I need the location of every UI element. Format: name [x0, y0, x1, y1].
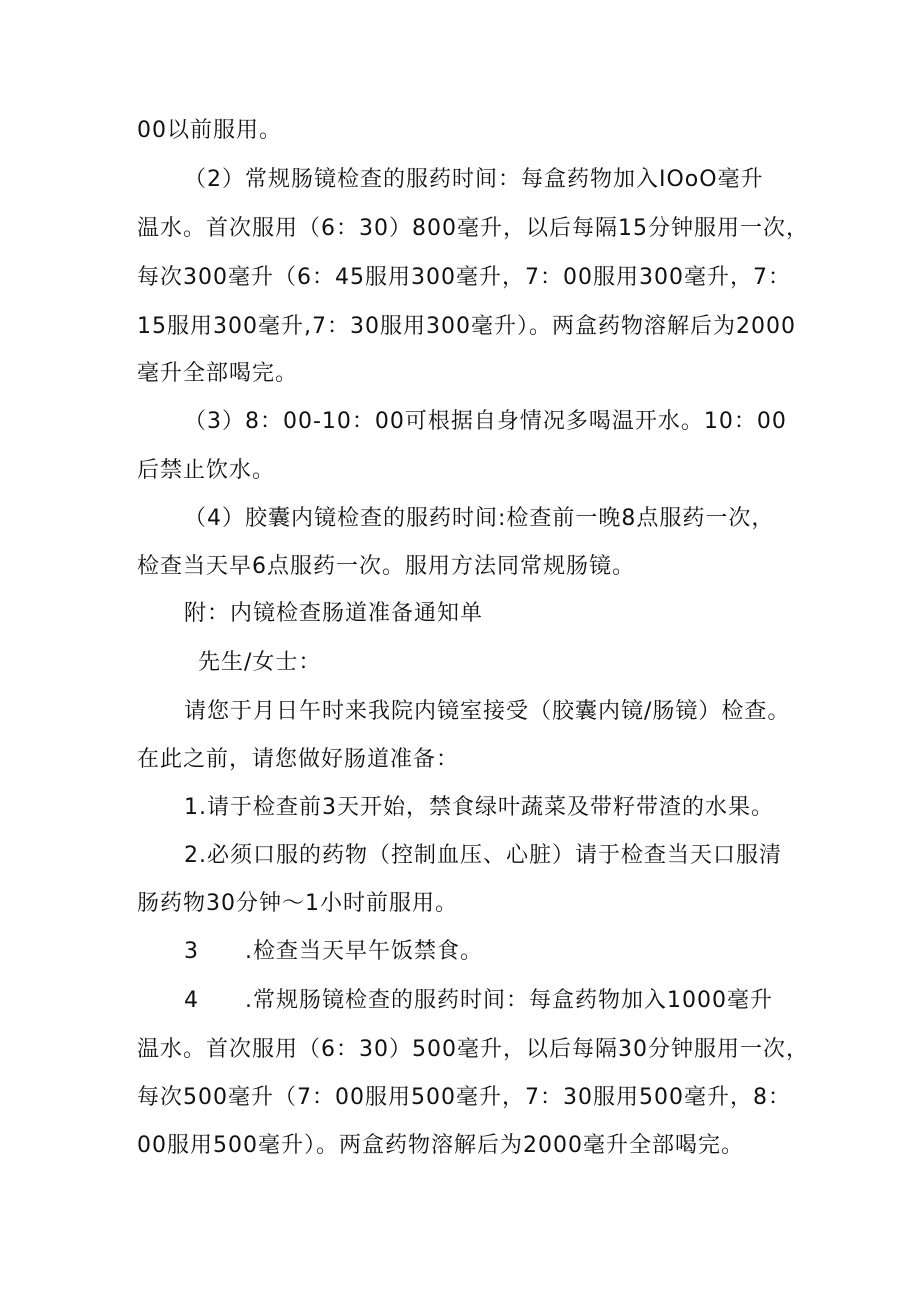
salutation: 先生/女士：	[198, 650, 322, 675]
item-4-line-3: 每次500毫升（7：00服用500毫升，7：30服用500毫升，8：	[137, 1085, 791, 1110]
appendix-title: 附：内镜检查肠道准备通知单	[184, 601, 484, 626]
item-3-line-1: 3 .检查当天早午饭禁食。	[184, 939, 483, 964]
paragraph-2-line-1: （2）常规肠镜检查的服药时间：每盒药物加入IOoO毫升	[184, 167, 764, 192]
paragraph-3-line-1: （3）8：00-10：00可根据自身情况多喝温开水。10：00	[184, 409, 787, 434]
notice-line-2: 在此之前，请您做好肠道准备：	[137, 747, 460, 772]
item-4-line-1: 4 .常规肠镜检查的服药时间：每盒药物加入1000毫升	[184, 988, 773, 1013]
item-4-line-4: 00服用500毫升）。两盒药物溶解后为2000毫升全部喝完。	[137, 1133, 744, 1158]
paragraph-2-line-2: 温水。首次服用（6：30）800毫升，以后每隔15分钟服用一次，	[137, 216, 809, 241]
item-4-line-2: 温水。首次服用（6：30）500毫升，以后每隔30分钟服用一次，	[137, 1037, 809, 1062]
item-1-line-1: 1.请于检查前3天开始，禁食绿叶蔬菜及带籽带渣的水果。	[184, 795, 774, 820]
notice-line-1: 请您于月日午时来我院内镜室接受（胶囊内镜/肠镜）检查。	[184, 699, 791, 724]
paragraph-2-line-4: 15服用300毫升,7：30服用300毫升）。两盒药物溶解后为2000	[137, 314, 796, 339]
paragraph-2-line-3: 每次300毫升（6：45服用300毫升，7：00服用300毫升，7：	[137, 265, 791, 290]
item-2-line-2: 肠药物30分钟～1小时前服用。	[137, 891, 458, 916]
paragraph-2-line-5: 毫升全部喝完。	[137, 361, 299, 386]
paragraph-3-line-2: 后禁止饮水。	[137, 458, 276, 483]
paragraph-4-line-1: （4）胶囊内镜检查的服药时间:检查前一晚8点服药一次，	[184, 506, 775, 531]
paragraph-4-line-2: 检查当天早6点服药一次。服用方法同常规肠镜。	[137, 554, 635, 579]
paragraph-1-line-1: 00以前服用。	[137, 118, 282, 143]
item-2-line-1: 2.必须口服的药物（控制血压、心脏）请于检查当天口服清	[184, 843, 782, 868]
